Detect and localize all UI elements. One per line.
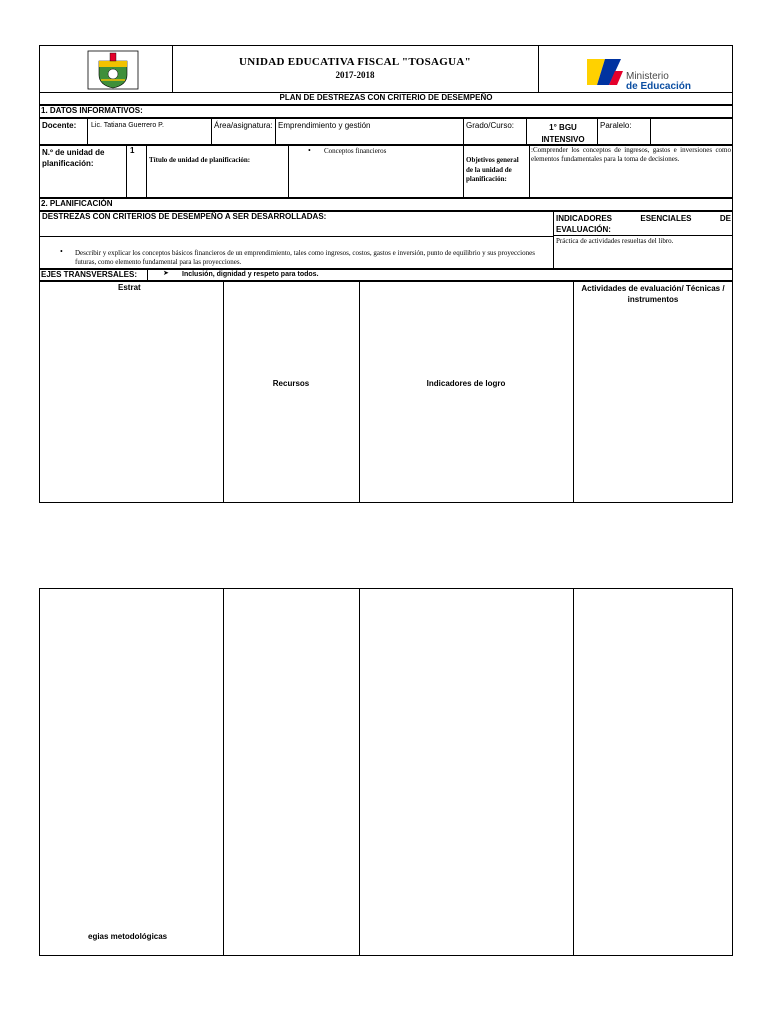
ejes-row [39,269,733,281]
objetivos-value: :Comprender los conceptos de ingresos, gastos e inversiones como elementos fundamentales para la toma de decisiones. [531,146,731,163]
planning-table-bottom [39,588,733,956]
planning-table-top [39,281,733,503]
col-recursos: Recursos [272,379,310,388]
ejes-value: Inclusión, dignidad y respeto para todos. [182,271,319,278]
col-actividades: Actividades de evaluación/ Técnicas / instrumentos [581,284,725,304]
objetivos-label: Objetivos general de la unidad de planificación: [466,156,519,183]
titulo-value: Conceptos financieros [324,147,387,155]
section1-title-row [39,105,733,118]
area-value: Emprendimiento y gestión [278,121,371,130]
school-logo-icon [85,47,141,91]
docente-value: Lic. Tatiana Guerrero P. [91,122,164,129]
grado-label: Grado/Curso: [466,121,515,130]
school-name: UNIDAD EDUCATIVA FISCAL "TOSAGUA" [238,56,472,68]
col-indicadores-logro: Indicadores de logro [426,379,506,388]
ministry-flag-logo-icon [585,57,625,87]
grado-value: 1° BGU INTENSIVO [541,123,585,144]
area-label: Área/asignatura: [214,121,273,130]
indicador-text: Práctica de actividades resueltas del libro. [556,237,674,245]
section1-title: 1. DATOS INFORMATIVOS: [41,106,143,115]
ministry-name-line2: de Educación [626,81,692,92]
paralelo-label: Paralelo: [600,121,632,130]
school-year: 2017-2018 [335,70,375,80]
ministry-name-line1: Ministerio [626,71,669,82]
plan-title: PLAN DE DESTREZAS CON CRITERIO DE DESEMPEÑO [279,93,493,102]
destreza-text: Describir y explicar los conceptos básicos financieros de un emprendimiento, tales como ingresos, costos, gastos e inversión, punto de equilibrio y sus proyecciones futuras, como elemento fundamental para las proyecciones. [75,249,535,266]
section2-title-row [39,198,733,211]
unidad-label: N.º de unidad de planificación: [42,148,105,168]
arrowhead-bullet-icon: ➤ [163,270,169,277]
ejes-label: EJES TRANSVERSALES: [41,270,138,279]
destreza-bullet: • [60,247,63,256]
docente-label: Docente: [42,121,77,130]
col-estrategias-top: Estrat [118,283,141,292]
destrezas-header: DESTREZAS CON CRITERIOS DE DESEMPEÑO A SER DESARROLLADAS: [42,212,327,221]
col-estrategias-bottom: egias metodológicas [88,932,168,941]
section2-title: 2. PLANIFICACIÓN [41,199,113,208]
titulo-bullet: • [308,146,311,155]
titulo-label: Título de unidad de planificación: [149,156,251,164]
indicadores-header: INDICADORES ESENCIALES DE EVALUACIÓN: [556,214,731,234]
unidad-value: 1 [130,146,135,155]
